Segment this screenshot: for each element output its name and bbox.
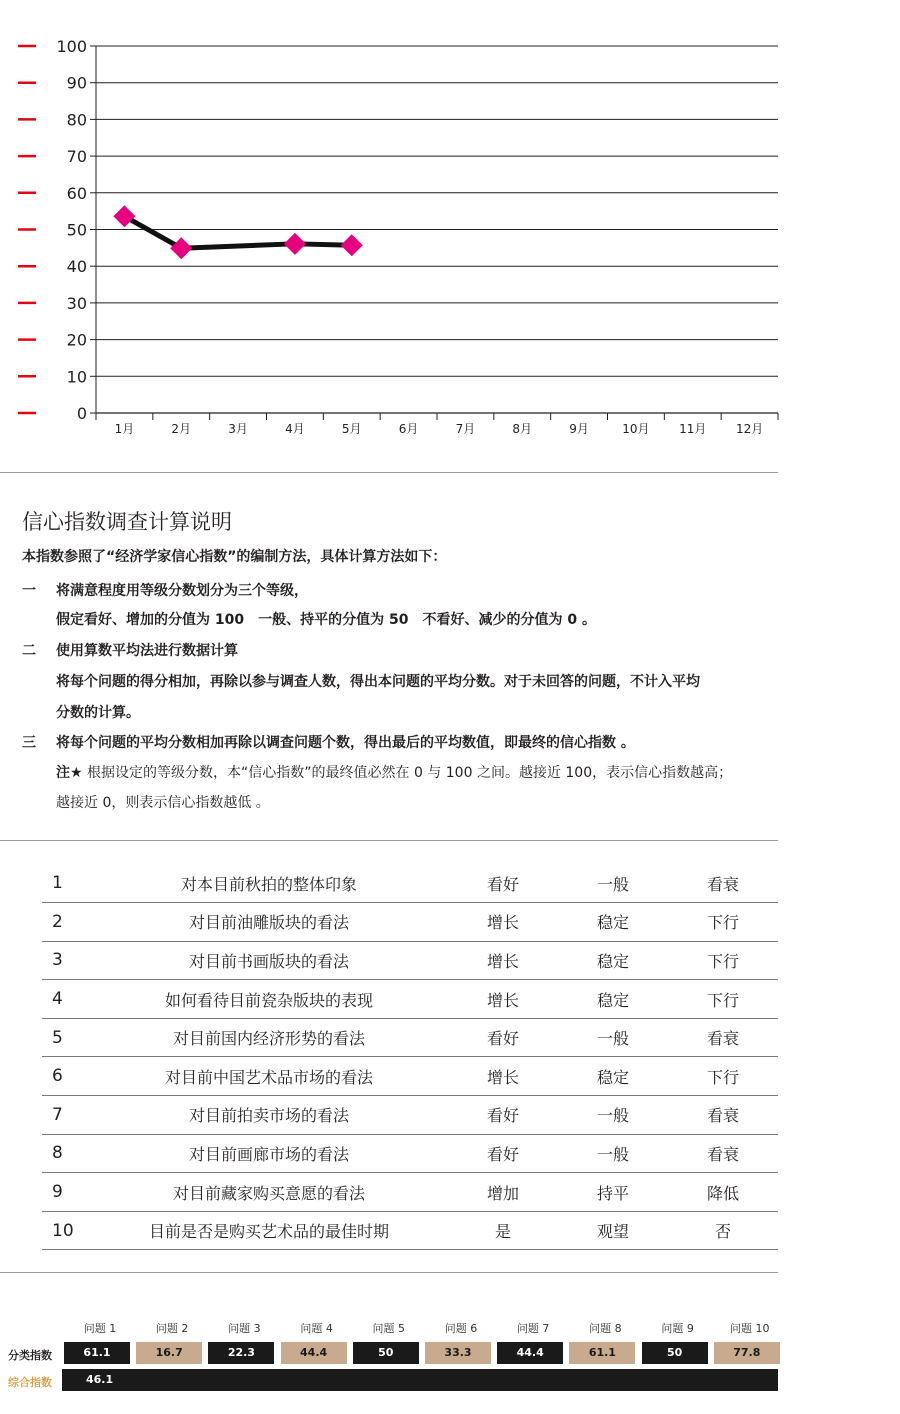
explanation-intro: 本指数参照了“经济学家信心指数”的编制方法，具体计算方法如下： [22,549,447,565]
score-value-box: 44.4 [497,1342,563,1364]
question-row [42,1018,778,1057]
step-1-line-1: 将满意程度用等级分数划分为三个等级， [56,583,308,599]
x-tick-label: 5月 [341,422,362,436]
score-question-label: 问题 10 [730,1322,770,1335]
score-value-box: 22.3 [208,1342,274,1364]
step-marker-1: 一 [22,583,36,599]
answer-positive: 看好 [448,1018,558,1057]
question-text: 对目前画廊市场的看法 [90,1134,448,1173]
y-tick-label: 70 [66,147,87,167]
y-tick-label: 80 [66,110,87,130]
note-line-1 [56,762,732,784]
question-number: 8 [42,1134,90,1173]
question-number: 5 [42,1018,90,1057]
question-row [42,1173,778,1212]
overall-index-bar: 46.1 [62,1369,778,1391]
answer-positive: 增长 [448,941,558,980]
x-tick-label: 6月 [398,422,419,436]
score-question-label: 问题 5 [372,1322,406,1335]
question-number: 6 [42,1057,90,1096]
answer-positive: 看好 [448,1134,558,1173]
answer-negative: 看衰 [668,1096,778,1135]
divider-middle [0,840,778,841]
score-value-box: 61.1 [64,1342,130,1364]
y-tick-label: 50 [66,220,87,240]
data-point-marker [284,233,306,255]
question-number: 4 [42,980,90,1019]
step-2-line-1: 使用算数平均法进行数据计算 [56,643,238,659]
answer-negative: 否 [668,1211,778,1250]
answer-neutral: 一般 [558,1096,668,1135]
x-tick-label: 11月 [679,422,707,436]
note-text-1: 根据设定的等级分数，本“信心指数”的最终值必然在 0 与 100 之间。越接近 100，表示信心指数越高； [82,765,733,781]
question-number: 9 [42,1173,90,1212]
note-line-2: 越接近 0，则表示信心指数越低 。 [56,795,270,811]
y-tick-label: 40 [66,257,87,277]
y-tick-label: 10 [66,367,87,387]
question-row [42,980,778,1019]
score-question-label: 问题 9 [661,1322,694,1335]
answer-neutral: 稳定 [558,1057,668,1096]
answer-neutral: 一般 [558,864,668,903]
question-row [42,1211,778,1250]
step-3-line-1: 将每个问题的平均分数相加再除以调查问题个数，得出最后的平均数值，即最终的信心指数 。 [56,735,635,751]
score-value-box: 44.4 [281,1342,347,1364]
answer-negative: 看衰 [668,1134,778,1173]
explanation-title: 信心指数调查计算说明 [22,510,232,534]
score-question-label: 问题 7 [516,1322,550,1335]
confidence-index-line-chart [0,0,900,470]
answer-neutral: 一般 [558,1018,668,1057]
x-tick-label: 4月 [285,422,305,436]
question-text: 对目前书画版块的看法 [90,941,448,980]
question-number: 1 [42,864,90,903]
question-text: 对目前国内经济形势的看法 [90,1018,448,1057]
score-question-label: 问题 1 [83,1322,117,1335]
y-tick-label: 90 [66,73,87,93]
score-question-label: 问题 6 [444,1322,478,1335]
x-tick-label: 9月 [569,422,589,436]
answer-negative: 看衰 [668,864,778,903]
answer-positive: 看好 [448,864,558,903]
question-text: 如何看待目前瓷杂版块的表现 [90,980,448,1019]
data-point-marker [341,234,363,256]
answer-neutral: 稳定 [558,941,668,980]
answer-neutral: 稳定 [558,980,668,1019]
question-row [42,1096,778,1135]
answer-negative: 下行 [668,980,778,1019]
y-tick-label: 0 [76,404,87,423]
step-marker-2: 二 [22,643,36,659]
answer-neutral: 观望 [558,1211,668,1250]
y-tick-label: 100 [56,37,87,56]
question-text: 对目前中国艺术品市场的看法 [90,1057,448,1096]
question-text: 对本目前秋拍的整体印象 [90,864,448,903]
x-tick-label: 12月 [735,422,764,436]
x-tick-label: 1月 [114,422,135,436]
answer-positive: 增加 [448,1173,558,1212]
question-text: 对目前藏家购买意愿的看法 [90,1173,448,1212]
question-number: 10 [42,1211,90,1250]
x-tick-label: 3月 [228,422,248,436]
y-tick-label: 20 [66,330,87,350]
question-row [42,864,778,903]
note-prefix: 注★ [56,765,83,781]
divider-bottom [0,1272,778,1273]
y-tick-label: 30 [66,293,87,313]
score-question-label: 问题 4 [300,1322,333,1335]
y-tick-label: 60 [66,183,87,203]
score-question-label: 问题 3 [228,1322,261,1335]
data-point-marker [113,205,135,227]
question-row [42,1057,778,1096]
data-point-marker [170,237,192,259]
overall-index-label: 综合指数 [8,1376,52,1389]
step-1-line-2: 假定看好、增加的分值为 100 一般、持平的分值为 50 不看好、减少的分值为 0 。 [56,612,596,628]
answer-neutral: 持平 [558,1173,668,1212]
questions-table [42,864,778,1250]
category-index-label: 分类指数 [8,1349,52,1362]
answer-neutral: 稳定 [558,903,668,942]
score-value-box: 16.7 [136,1342,202,1364]
answer-negative: 下行 [668,941,778,980]
step-2-line-3: 分数的计算。 [56,705,140,721]
answer-negative: 下行 [668,903,778,942]
question-text: 目前是否是购买艺术品的最佳时期 [90,1211,448,1250]
question-row [42,1134,778,1173]
divider-top [0,472,778,473]
x-tick-label: 8月 [512,422,533,436]
step-2-line-2: 将每个问题的得分相加，再除以参与调查人数，得出本问题的平均分数。对于未回答的问题，不计入平均 [56,674,700,690]
question-number: 2 [42,903,90,942]
answer-negative: 下行 [668,1057,778,1096]
question-text: 对目前油雕版块的看法 [90,903,448,942]
score-value-box: 50 [642,1342,708,1364]
question-number: 3 [42,941,90,980]
answer-positive: 增长 [448,980,558,1019]
score-value-box: 50 [353,1342,419,1364]
answer-positive: 是 [448,1211,558,1250]
score-question-label: 问题 8 [589,1322,622,1335]
answer-positive: 看好 [448,1096,558,1135]
answer-neutral: 一般 [558,1134,668,1173]
score-value-box: 33.3 [425,1342,491,1364]
score-value-box: 61.1 [569,1342,635,1364]
answer-positive: 增长 [448,1057,558,1096]
x-tick-label: 7月 [455,422,476,436]
x-tick-label: 2月 [171,422,192,436]
question-row [42,941,778,980]
answer-negative: 降低 [668,1173,778,1212]
step-marker-3: 三 [22,735,36,751]
score-question-label: 问题 2 [155,1322,189,1335]
answer-positive: 增长 [448,903,558,942]
question-text: 对目前拍卖市场的看法 [90,1096,448,1135]
series-line [124,216,351,248]
score-value-box: 77.8 [714,1342,780,1364]
question-number: 7 [42,1096,90,1135]
question-row [42,903,778,942]
answer-negative: 看衰 [668,1018,778,1057]
x-tick-label: 10月 [622,422,650,436]
